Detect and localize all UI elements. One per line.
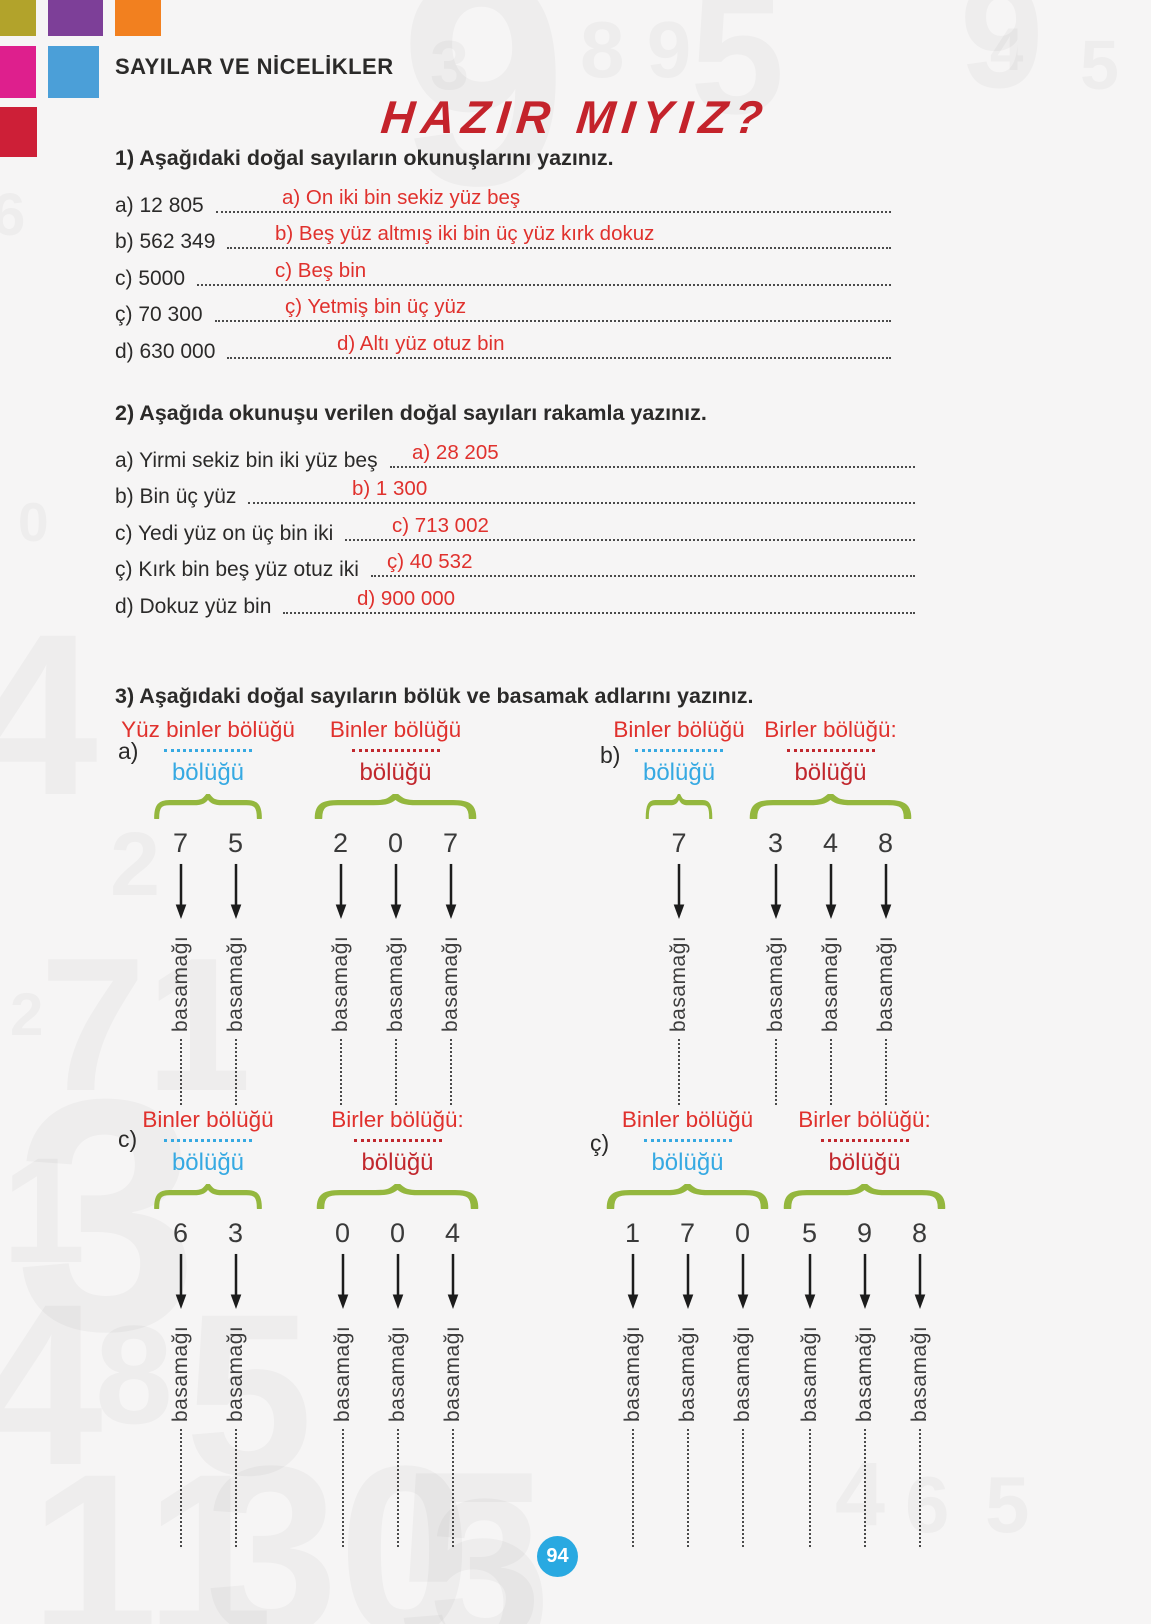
place-value-part [78,716,478,1105]
digit: 5 [801,1218,818,1248]
digit-column [315,1217,370,1547]
handwritten-answer: b) 1 300 [352,477,428,501]
down-arrow-icon [879,863,893,919]
bolugu-group [313,716,478,1105]
part-label: a) [118,738,139,764]
question-label: c) 5000 [115,266,186,290]
bolugu-label: bölüğü [359,759,432,786]
basamagi-label: basamağı [168,1325,192,1422]
bolugu-dotted-line[interactable] [164,749,252,752]
bolugu-group [605,1106,770,1547]
basamagi-label: basamağı [730,1325,754,1422]
question-label: a) 12 805 [115,193,204,217]
bolugu-dotted-line[interactable] [354,1139,442,1142]
down-arrow-icon [389,863,403,919]
digit: 8 [911,1218,928,1248]
digit: 4 [822,828,839,858]
question-label: b) 562 349 [115,230,216,254]
digit-column [605,1217,660,1547]
group-brace [782,1184,947,1209]
basamagi-label: basamağı [667,935,690,1032]
down-arrow-icon [336,1253,350,1309]
basamagi-label: basamağı [818,935,842,1032]
digit-column [715,1217,770,1547]
answer-dotted-line[interactable] [215,320,891,322]
bolugu-group [121,716,295,1105]
basamagi-label: basamağı [383,935,407,1032]
bolugu-label: bölüğü [642,759,716,786]
digit-columns [605,1217,770,1547]
watermark-digit [990,20,1023,80]
handwritten-answer: d) 900 000 [357,586,456,610]
handwritten-answer: a) On iki bin sekiz yüz beş [282,185,521,209]
question-2-rows [115,439,915,622]
decor-square-purple [48,0,103,36]
down-arrow-icon [769,863,783,919]
down-arrow-icon [681,1253,695,1309]
answer-dotted-line[interactable] [283,612,915,614]
watermark-digit [18,495,49,550]
watermark-digit [580,10,691,90]
question-row [115,221,891,258]
digit: 3 [227,1218,244,1248]
digit-column [208,827,263,1105]
bolugu-dotted-line[interactable] [787,749,875,752]
bolugu-label: bölüğü [171,1149,245,1176]
digit: 7 [671,828,687,858]
group-brace [313,794,478,819]
digit-columns [153,1217,263,1547]
digit-column [368,827,423,1105]
down-arrow-icon [444,863,458,919]
bolugu-dotted-line[interactable] [635,749,723,752]
answer-dotted-line[interactable] [345,539,915,541]
basamagi-label: basamağı [223,935,247,1032]
bolugu-group [782,1106,947,1547]
answer-dotted-line[interactable] [371,575,915,577]
group-brace [748,794,913,819]
bolugu-label: bölüğü [794,759,867,786]
digit-column [652,827,707,1105]
question-label: ç) 70 300 [115,303,203,327]
digit-column [837,1217,892,1547]
basamagi-label: basamağı [852,1325,876,1422]
answer-dotted-line[interactable] [390,466,915,468]
place-answer-dotted-line[interactable] [809,1429,811,1547]
handwritten-answer: c) 713 002 [392,513,489,537]
handwritten-answer: b) Beş yüz altmış iki bin üç yüz kırk dokuz [275,222,655,246]
question-row [115,184,891,221]
down-arrow-icon [858,1253,872,1309]
question-label: d) Dokuz yüz bin [115,594,272,618]
bolugu-group [748,716,913,1105]
handwritten-answer: ç) 40 532 [387,550,473,574]
answer-dotted-line[interactable] [197,284,891,286]
question-label: ç) Kırk bin beş yüz otuz iki [115,558,359,582]
bolugu-dotted-line[interactable] [164,1139,252,1142]
down-arrow-icon [229,863,243,919]
basamagi-label: basamağı [675,1325,699,1422]
group-brace [315,1184,480,1209]
place-answer-dotted-line[interactable] [632,1429,634,1547]
digit-columns [645,827,713,1105]
down-arrow-icon [391,1253,405,1309]
down-arrow-icon [803,1253,817,1309]
digit: 3 [767,828,784,858]
answer-dotted-line[interactable] [216,211,891,213]
place-answer-dotted-line[interactable] [342,1429,344,1547]
place-answer-dotted-line[interactable] [830,1039,832,1105]
digit: 1 [624,1218,641,1248]
basamagi-label: basamağı [438,935,462,1032]
basamagi-label: basamağı [328,935,352,1032]
question-row [115,476,915,513]
group-brace [645,794,713,819]
digit: 0 [734,1218,751,1248]
handwritten-answer: ç) Yetmiş bin üç yüz [285,295,467,319]
handwritten-answer: Birler bölüğü: [764,717,897,742]
question-row [115,257,891,294]
place-answer-dotted-line[interactable] [775,1039,777,1105]
digit: 7 [172,828,189,858]
down-arrow-icon [626,1253,640,1309]
basamagi-label: basamağı [620,1325,644,1422]
handwritten-answer: Binler bölüğü [621,1107,754,1132]
question-row [115,585,915,622]
question-2-title: 2) Aşağıda okunuşu verilen doğal sayıları rakamla yazınız. [115,401,707,425]
digit-column [858,827,913,1105]
digit: 4 [444,1218,461,1248]
bolugu-label: bölüğü [651,1149,724,1176]
bolugu-label: bölüğü [361,1149,434,1176]
basamagi-label: basamağı [330,1325,354,1422]
digit: 2 [332,828,349,858]
group-brace [605,1184,770,1209]
bolugu-group [613,716,745,1105]
place-answer-dotted-line[interactable] [742,1429,744,1547]
place-answer-dotted-line[interactable] [397,1429,399,1547]
question-row [115,294,891,331]
digit-column [425,1217,480,1547]
down-arrow-icon [446,1253,460,1309]
question-1-rows [115,184,891,367]
basamagi-label: basamağı [168,935,192,1032]
bolugu-dotted-line[interactable] [644,1139,732,1142]
place-answer-dotted-line[interactable] [340,1039,342,1105]
digit-column [370,1217,425,1547]
bolugu-dotted-line[interactable] [352,749,440,752]
digit-columns [315,1217,480,1547]
place-value-part [578,1106,947,1547]
handwritten-answer: Binler bölüğü [613,717,745,742]
digit: 7 [679,1218,696,1248]
handwritten-answer: Birler bölüğü: [798,1107,931,1132]
place-answer-dotted-line[interactable] [919,1429,921,1547]
place-value-part [80,1106,480,1547]
down-arrow-icon [174,863,188,919]
digit-column [153,1217,208,1547]
digit-column [748,827,803,1105]
group-brace [153,1184,263,1209]
digit-column [153,827,208,1105]
digit-columns [748,827,913,1105]
digit-column [660,1217,715,1547]
bolugu-label: bölüğü [171,759,245,786]
basamagi-label: basamağı [873,935,897,1032]
digit-column [782,1217,837,1547]
page-number-badge: 94 [537,1536,578,1577]
basamagi-label: basamağı [223,1325,247,1422]
place-answer-dotted-line[interactable] [678,1039,680,1105]
answer-dotted-line[interactable] [248,502,915,504]
basamagi-label: basamağı [797,1325,821,1422]
handwritten-answer: Binler bölüğü [329,717,462,742]
part-label: b) [600,742,621,768]
digit: 5 [227,828,244,858]
down-arrow-icon [174,1253,188,1309]
handwritten-answer: Binler bölüğü [142,1107,274,1132]
question-2-block [115,401,915,622]
page-title: HAZIR MIYIZ? [378,91,773,143]
digit-column [803,827,858,1105]
part-label: ç) [590,1130,610,1156]
question-label: c) Yedi yüz on üç bin iki [115,521,334,545]
watermark-digit [985,1465,1030,1545]
decor-square-orange [115,0,161,36]
place-answer-dotted-line[interactable] [450,1039,452,1105]
digit-columns [153,827,263,1105]
handwritten-answer: a) 28 205 [412,440,499,464]
question-row [115,549,915,586]
digit-columns [313,827,478,1105]
digit-column [892,1217,947,1547]
digit: 8 [877,828,894,858]
down-arrow-icon [736,1253,750,1309]
down-arrow-icon [672,863,686,919]
part-label: c) [118,1126,138,1152]
digit: 9 [856,1218,873,1248]
unit-kicker: SAYILAR VE NİCELİKLER [115,54,394,79]
down-arrow-icon [824,863,838,919]
down-arrow-icon [334,863,348,919]
handwritten-answer: Yüz binler bölüğü [121,717,295,742]
handwritten-answer: c) Beş bin [275,258,367,282]
digit: 0 [334,1218,351,1248]
place-answer-dotted-line[interactable] [687,1429,689,1547]
bolugu-group [142,1106,274,1547]
group-brace [153,794,263,819]
bolugu-group [315,1106,480,1547]
question-label: a) Yirmi sekiz bin iki yüz beş [115,448,378,472]
question-row [115,330,891,367]
question-label: d) 630 000 [115,339,216,363]
digit-column [313,827,368,1105]
place-answer-dotted-line[interactable] [180,1039,182,1105]
place-answer-dotted-line[interactable] [235,1039,237,1105]
place-answer-dotted-line[interactable] [864,1429,866,1547]
bolugu-dotted-line[interactable] [821,1139,909,1142]
question-3-title: 3) Aşağıdaki doğal sayıların bölük ve basamak adlarını yazınız. [115,684,754,708]
digit-column [208,1217,263,1547]
watermark-digit [0,185,25,245]
digit: 7 [442,828,459,858]
basamagi-label: basamağı [385,1325,409,1422]
basamagi-label: basamağı [907,1325,931,1422]
decor-square-olive [0,0,36,36]
question-label: b) Bin üç yüz [115,485,237,509]
digit: 6 [172,1218,189,1248]
place-answer-dotted-line[interactable] [885,1039,887,1105]
basamagi-label: basamağı [763,935,787,1032]
place-answer-dotted-line[interactable] [395,1039,397,1105]
basamagi-label: basamağı [440,1325,464,1422]
digit: 0 [389,1218,406,1248]
place-answer-dotted-line[interactable] [180,1429,182,1547]
digit-columns [782,1217,947,1547]
bolugu-label: bölüğü [828,1149,901,1176]
answer-dotted-line[interactable] [227,247,891,249]
question-row [115,439,915,476]
place-answer-dotted-line[interactable] [235,1429,237,1547]
digit-column [423,827,478,1105]
answer-dotted-line[interactable] [227,357,891,359]
handwritten-answer: Birler bölüğü: [331,1107,464,1132]
place-answer-dotted-line[interactable] [452,1429,454,1547]
down-arrow-icon [913,1253,927,1309]
question-row [115,512,915,549]
handwritten-answer: d) Altı yüz otuz bin [337,331,505,355]
down-arrow-icon [229,1253,243,1309]
question-1-block [115,146,891,367]
place-value-part [588,716,913,1105]
question-1-title: 1) Aşağıdaki doğal sayıların okunuşlarını yazınız. [115,146,614,170]
digit: 0 [387,828,404,858]
